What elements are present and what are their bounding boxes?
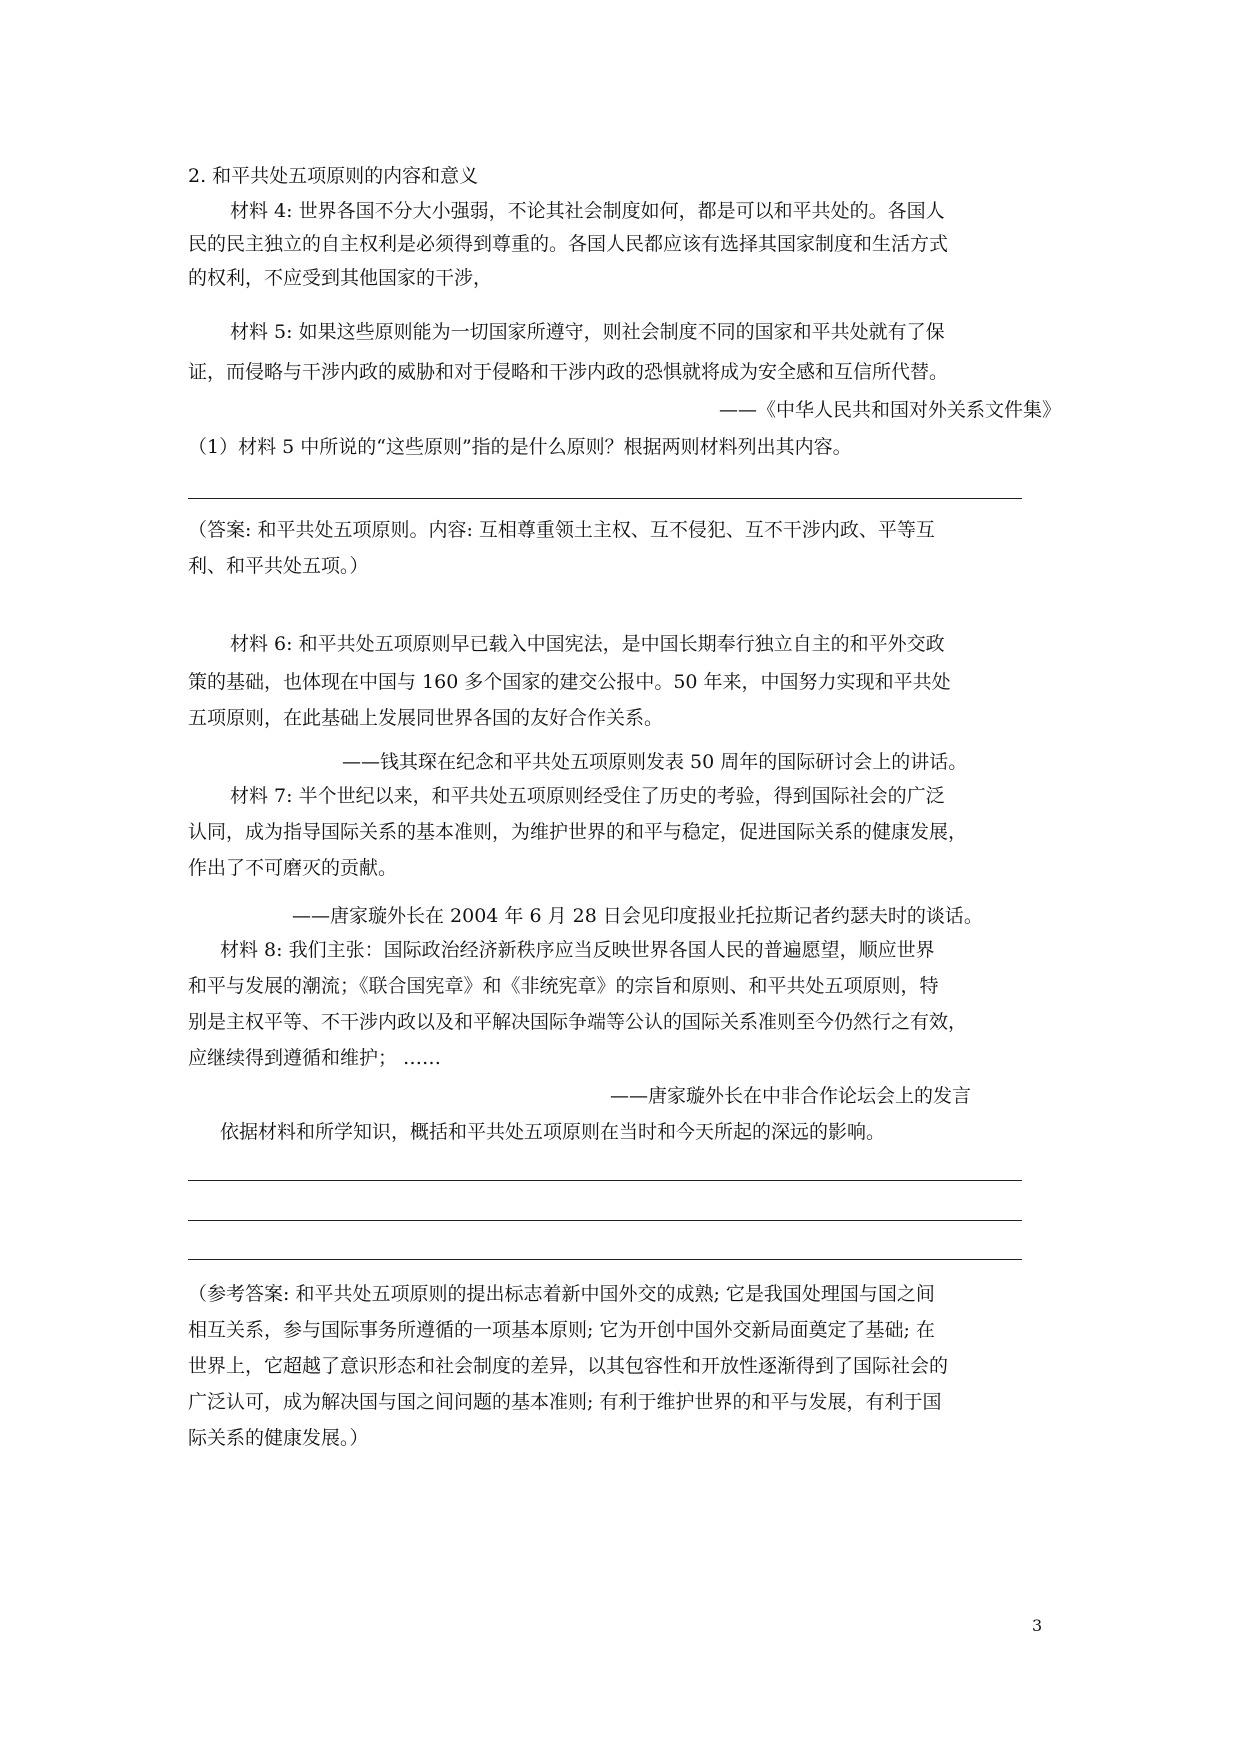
material5-source: ——《中华人民共和国对外关系文件集》 bbox=[718, 399, 1061, 421]
answer2-line-2: 相互关系，参与国际事务所遵循的一项基本原则; 它为开创中国外交新局面奠定了基础; 在 bbox=[188, 1319, 935, 1341]
material7-line-2: 认同，成为指导国际关系的基本准则，为维护世界的和平与稳定，促进国际关系的健康发展， bbox=[188, 821, 968, 843]
answer2-line-3: 世界上，它超越了意识形态和社会制度的差异，以其包容性和开放性逐渐得到了国际社会的 bbox=[188, 1355, 949, 1377]
material4-line-2: 民的民主独立的自主权利是必须得到尊重的。各国人民都应该有选择其国家制度和生活方式 bbox=[188, 233, 949, 255]
page-number: 3 bbox=[1032, 1616, 1043, 1635]
answer2-line-5: 际关系的健康发展。） bbox=[188, 1427, 369, 1449]
material8-line-1: 材料 8: 我们主张：国际政治经济新秩序应当反映世界各国人民的普遍愿望，顺应世界 bbox=[220, 939, 935, 961]
material7-line-3: 作出了不可磨灭的贡献。 bbox=[188, 857, 398, 879]
material7-source: ——唐家璇外长在 2004 年 6 月 28 日会见印度报业托拉斯记者约瑟夫时的谈话。 bbox=[292, 905, 983, 927]
material8-line-4: 应继续得到遵循和维护； …… bbox=[188, 1047, 442, 1069]
material6-line-3: 五项原则，在此基础上发展同世界各国的友好合作关系。 bbox=[188, 707, 664, 729]
answer-line-3 bbox=[188, 1220, 1022, 1221]
material8-line-3: 别是主权平等、不干涉内政以及和平解决国际争端等公认的国际关系准则至今仍然行之有效， bbox=[188, 1011, 968, 1033]
material8-source: ——唐家璇外长在中非合作论坛会上的发言 bbox=[610, 1085, 972, 1107]
answer-line-1 bbox=[188, 498, 1022, 499]
material6-source: ——钱其琛在纪念和平共处五项原则发表 50 周年的国际研讨会上的讲话。 bbox=[342, 751, 968, 773]
answer2-line-1: （参考答案: 和平共处五项原则的提出标志着新中国外交的成熟; 它是我国处理国与国之间 bbox=[188, 1283, 935, 1305]
material5-line-2: 证，而侵略与干涉内政的威胁和对于侵略和干涉内政的恐惧就将成为安全感和互信所代替。 bbox=[188, 361, 949, 383]
answer1-line-2: 利、和平共处五项。） bbox=[188, 555, 369, 577]
question-1: （1）材料 5 中所说的“这些原则”指的是什么原则？根据两则材料列出其内容。 bbox=[188, 436, 852, 458]
question-2: 依据材料和所学知识，概括和平共处五项原则在当时和今天所起的深远的影响。 bbox=[220, 1121, 886, 1143]
material4-line-1: 材料 4: 世界各国不分大小强弱，不论其社会制度如何，都是可以和平共处的。各国人 bbox=[230, 200, 945, 222]
material6-line-2: 策的基础，也体现在中国与 160 多个国家的建交公报中。50 年来，中国努力实现和平共处 bbox=[188, 671, 951, 693]
answer-line-4 bbox=[188, 1259, 1022, 1260]
material6-line-1: 材料 6: 和平共处五项原则早已载入中国宪法，是中国长期奉行独立自主的和平外交政 bbox=[230, 633, 945, 655]
material5-line-1: 材料 5: 如果这些原则能为一切国家所遵守，则社会制度不同的国家和平共处就有了保 bbox=[230, 321, 945, 343]
answer-line-2 bbox=[188, 1180, 1022, 1181]
section-heading: 2. 和平共处五项原则的内容和意义 bbox=[188, 165, 479, 187]
material8-line-2: 和平与发展的潮流；《联合国宪章》和《非统宪章》的宗旨和原则、和平共处五项原则，特 bbox=[188, 975, 939, 997]
answer2-line-4: 广泛认可，成为解决国与国之间问题的基本准则; 有利于维护世界的和平与发展，有利于国 bbox=[188, 1391, 942, 1413]
material7-line-1: 材料 7: 半个世纪以来，和平共处五项原则经受住了历史的考验，得到国际社会的广泛 bbox=[230, 785, 945, 807]
material4-line-3: 的权利，不应受到其他国家的干涉， bbox=[188, 267, 493, 289]
answer1-line-1: （答案: 和平共处五项原则。内容: 互相尊重领土主权、互不侵犯、互不干涉内政、平等互 bbox=[188, 519, 935, 541]
